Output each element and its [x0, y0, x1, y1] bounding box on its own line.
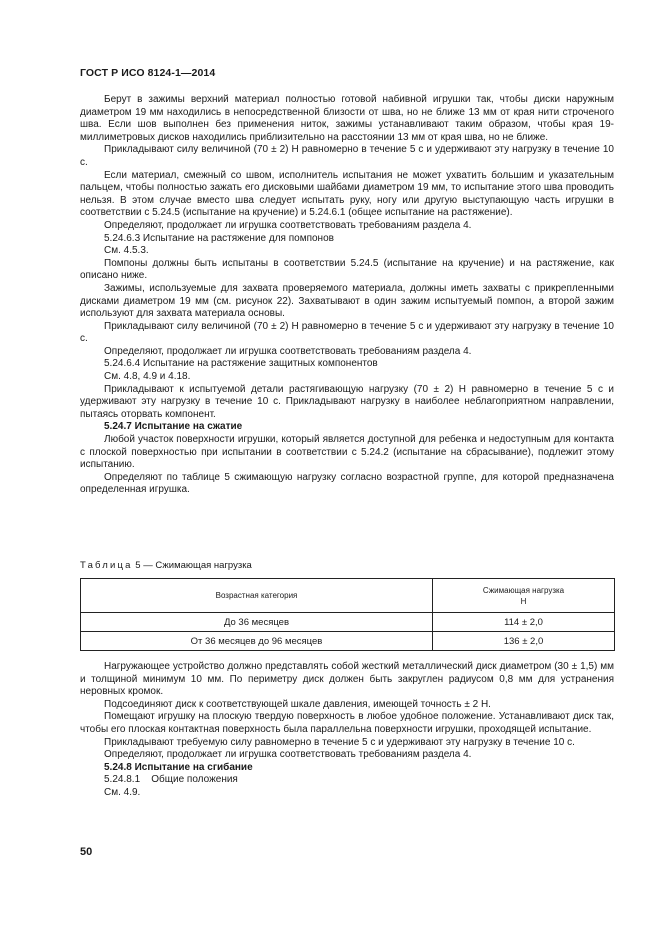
table-header-load-label: Сжимающая нагрузка — [482, 585, 565, 595]
paragraph: Определяют, продолжает ли игрушка соответствовать требованиям раздела 4. — [104, 345, 472, 357]
paragraph: Берут в зажимы верхний материал полностью готовой набивной игрушки так, чтобы диски наружным диаметром 19 мм находились в непосредственной близости от шва, но не ближе 13 мм от края нити строченого шва. Если шов выполнен без применения ниток, зажимы устанавливают таким образом, чтобы края 19-миллиметровых дисков находились приблизительно на расстоянии 13 мм от края шва, но не ближе. — [80, 94, 614, 143]
table-row — [81, 632, 615, 651]
paragraph: Определяют, продолжает ли игрушка соответствовать требованиям раздела 4. — [104, 749, 472, 761]
paragraph: Определяют по таблице 5 сжимающую нагрузку согласно возрастной группе, для которой предназначена определенная игрушка. — [80, 471, 614, 496]
compression-load-table — [80, 578, 615, 651]
body-text-top — [80, 94, 614, 497]
table-header-load-unit: Н — [520, 596, 527, 606]
subsection-heading: 5.24.6.4 Испытание на растяжение защитных компонентов — [104, 358, 378, 370]
paragraph: Прикладывают силу величиной (70 ± 2) Н равномерно в течение 5 с и удерживают эту нагрузку в течение 10 с. — [80, 320, 614, 345]
section-heading: 5.24.7 Испытание на сжатие — [104, 421, 243, 433]
table-header-row — [81, 579, 615, 613]
table-cell-load: 114 ± 2,0 — [433, 613, 615, 632]
paragraph: Подсоединяют диск к соответствующей шкале давления, имеющей точность ± 2 Н. — [104, 698, 491, 710]
body-text-bottom — [80, 661, 614, 800]
paragraph: Прикладывают требуемую силу равномерно в течение 5 с и удерживают эту нагрузку в течение 10 с. — [104, 736, 575, 748]
paragraph: Зажимы, используемые для захвата проверяемого материала, должны иметь захваты с прикрепленными дисками диаметром 19 мм (см. рисунок 22). Захватывают в один зажим испытуемый помпон, а второй зажим используют для захвата материала основы. — [80, 282, 614, 320]
paragraph: См. 4.5.3. — [104, 245, 149, 257]
paragraph: См. 4.8, 4.9 и 4.18. — [104, 371, 191, 383]
paragraph: Помпоны должны быть испытаны в соответствии 5.24.5 (испытание на кручение) и на растяжение, как описано ниже. — [80, 257, 614, 282]
paragraph: См. 4.9. — [104, 786, 141, 798]
paragraph: Если материал, смежный со швом, исполнитель испытания не может ухватить большим и указательным пальцем, чтобы полностью зажать его дисковыми шайбами диаметром 19 мм, то испытание этого шва проводить нельзя. В этом случае вместо шва следует испытать руку, ногу или другую выступающую часть игрушки в соответствии с 5.24.5 (испытание на кручение) и 5.24.6.1 (общее испытание на растяжение). — [80, 169, 614, 219]
paragraph: Помещают игрушку на плоскую твердую поверхность в любое удобное положение. Устанавливают диск так, чтобы его плоская контактная поверхность была параллельна поверхности игрушки, проходящей испытание. — [80, 711, 614, 735]
table-cell-age: От 36 месяцев до 96 месяцев — [81, 632, 433, 651]
table-caption-word: Таблица — [80, 560, 133, 571]
table-caption — [80, 560, 252, 571]
paragraph: Прикладывают силу величиной (70 ± 2) Н равномерно в течение 5 с и удерживают эту нагрузку в течение 10 с. — [80, 144, 614, 168]
document-header: ГОСТ Р ИСО 8124-1—2014 — [80, 67, 216, 79]
table-caption-text: 5 — Сжимающая нагрузка — [135, 560, 252, 571]
table-header-load — [433, 579, 615, 613]
paragraph: Прикладывают к испытуемой детали растягивающую нагрузку (70 ± 2) Н равномерно в течение 5 с и удерживают эту нагрузку в течение 10 с. Прикладывают нагрузку в наиболее неблагоприятном направлении, пытаясь оторвать компонент. — [80, 383, 614, 420]
table-cell-load: 136 ± 2,0 — [433, 632, 615, 651]
page-number: 50 — [80, 846, 93, 858]
section-heading: 5.24.8 Испытание на сгибание — [104, 761, 253, 773]
paragraph: Определяют, продолжает ли игрушка соответствовать требованиям раздела 4. — [104, 219, 472, 231]
subsection-heading: 5.24.8.1 Общие положения — [104, 774, 238, 786]
subsection-heading: 5.24.6.3 Испытание на растяжение для помпонов — [104, 232, 334, 244]
table-header-age: Возрастная категория — [81, 579, 433, 613]
paragraph: Любой участок поверхности игрушки, который является доступной для ребенка и недоступным для контакта с плоской поверхностью при испытании в соответствии с 5.24.2 (испытание на сбрасывание), подлежит этому испытанию. — [80, 434, 614, 471]
paragraph: Нагружающее устройство должно представлять собой жесткий металлический диск диаметром (30 ± 1,5) мм и толщиной минимум 10 мм. По периметру диск должен быть закруглен радиусом 0,8 мм для устранения неровных кромок. — [80, 661, 614, 698]
table-cell-age: До 36 месяцев — [81, 613, 433, 632]
table-row — [81, 613, 615, 632]
